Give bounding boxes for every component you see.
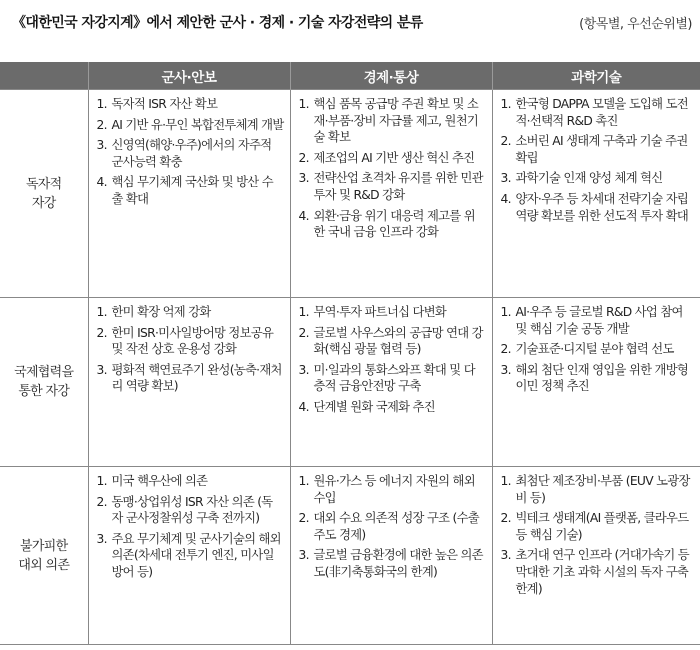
item-text: 초거대 연구 인프라 (거대가속기 등 막대한 기초 과학 시설의 독자 구축 한계) [515, 548, 689, 596]
list-item [97, 473, 284, 490]
item-number: 1. [298, 97, 309, 111]
item-list [97, 304, 284, 395]
item-number: 2. [96, 325, 107, 340]
list-item [299, 510, 486, 543]
item-number: 2. [500, 511, 511, 526]
item-number: 4. [298, 399, 309, 414]
column-header-technology: 과학기술 [492, 62, 700, 90]
cell-military [88, 467, 290, 645]
item-list [501, 304, 695, 395]
cell-technology [492, 298, 700, 467]
item-text: 한국형 DAPPA 모델을 도입해 도전적·선택적 R&D 촉진 [515, 97, 688, 128]
table-row [0, 298, 700, 467]
item-number: 3. [298, 171, 309, 186]
item-number: 4. [298, 208, 309, 223]
item-text: 주요 무기체계 및 군사기술의 해외 의존(차세대 전투기 엔진, 미사일 방어 등) [111, 531, 281, 579]
column-header-corner [0, 62, 88, 90]
figure-note: (항목별, 우선순위별) [579, 16, 692, 32]
list-item [299, 170, 486, 203]
cell-economy [290, 298, 492, 467]
cell-military [88, 298, 290, 467]
item-text: AI 기반 유·무인 복합전투체계 개발 [111, 117, 284, 132]
list-item [501, 133, 695, 166]
list-item [97, 494, 284, 527]
item-number: 2. [298, 511, 309, 526]
item-list [299, 473, 486, 581]
list-item [501, 191, 695, 224]
item-number: 3. [500, 171, 511, 186]
item-text: 외환·금융 위기 대응력 제고를 위한 국내 금융 인프라 강화 [313, 208, 475, 240]
item-text: 신영역(해양·우주)에서의 자주적 군사능력 확충 [111, 138, 272, 169]
item-text: 대외 수요 의존적 성장 구조 (수출 주도 경제) [313, 511, 479, 542]
item-number: 2. [500, 134, 511, 149]
item-list [501, 96, 695, 224]
item-number: 1. [500, 305, 511, 319]
row-header-label: 국제협력을 통한 자강 [14, 365, 74, 399]
item-list [501, 473, 695, 597]
list-item [97, 137, 284, 170]
item-text: 기술표준·디지털 분야 협력 선도 [515, 342, 674, 357]
item-text: 평화적 핵연료주기 완성(농축·재처리 역량 확보) [111, 362, 282, 394]
column-header-economy: 경제·통상 [290, 62, 492, 90]
item-text: 미국 핵우산에 의존 [111, 474, 208, 488]
list-item [501, 304, 695, 337]
item-text: 동맹·상업위성 ISR 자산 의존 (독자 군사정찰위성 구축 전까지) [111, 494, 273, 526]
row-header-label: 불가피한 대외 의존 [18, 538, 70, 573]
list-item [501, 547, 695, 597]
list-item [299, 362, 486, 395]
item-number: 1. [96, 474, 107, 488]
list-item [299, 325, 486, 358]
item-text: 한미 ISR·미사일방어망 정보공유 및 작전 상호 운용성 강화 [111, 325, 274, 357]
item-number: 3. [500, 548, 511, 563]
row-header [0, 467, 88, 645]
list-item [501, 170, 695, 187]
item-number: 2. [298, 150, 309, 165]
table-row [0, 90, 700, 298]
item-text: 단계별 원화 국제화 추진 [313, 399, 435, 414]
list-item [299, 150, 486, 167]
list-item [299, 473, 486, 506]
item-text: 양자·우주 등 차세대 전략기술 자립 역량 확보를 위한 선도적 투자 확대 [515, 191, 689, 223]
cell-technology [492, 467, 700, 645]
item-number: 3. [500, 362, 511, 377]
item-number: 3. [298, 362, 309, 377]
item-text: 제조업의 AI 기반 생산 혁신 추진 [313, 150, 475, 165]
list-item [501, 96, 695, 129]
item-number: 1. [298, 474, 309, 488]
cell-technology [492, 90, 700, 298]
list-item [97, 174, 284, 207]
list-item [299, 96, 486, 146]
row-header [0, 298, 88, 467]
cell-economy [290, 90, 492, 298]
list-item [97, 117, 284, 134]
item-number: 2. [298, 325, 309, 340]
item-text: 글로벌 금융환경에 대한 높은 의존도(非기축통화국의 한계) [313, 548, 483, 579]
item-text: 핵심 품목 공급망 주권 확보 및 소재·부품·장비 자급률 제고, 원천기술 확보 [313, 97, 479, 145]
list-item [299, 304, 486, 321]
item-text: 최첨단 제조장비·부품 (EUV 노광장비 등) [515, 474, 690, 505]
item-text: 빅테크 생태계(AI 플랫폼, 클라우드 등 핵심 기술) [515, 511, 689, 542]
item-list [299, 96, 486, 241]
table-row [0, 467, 700, 645]
cell-economy [290, 467, 492, 645]
item-list [299, 304, 486, 416]
item-text: 원유·가스 등 에너지 자원의 해외 수입 [313, 474, 475, 505]
column-header-military: 군사·안보 [88, 62, 290, 90]
list-item [97, 96, 284, 113]
list-item [299, 547, 486, 580]
item-text: AI·우주 등 글로벌 R&D 사업 참여 및 핵심 기술 공동 개발 [515, 305, 683, 336]
item-text: 전략산업 초격차 유지를 위한 민관 투자 및 R&D 강화 [313, 171, 483, 202]
item-text: 핵심 무기체계 국산화 및 방산 수출 확대 [111, 175, 273, 206]
list-item [97, 325, 284, 358]
item-number: 2. [96, 117, 107, 132]
item-number: 1. [298, 305, 309, 319]
item-number: 1. [500, 474, 511, 488]
figure-title: 《대한민국 자강지계》에서 제안한 군사 · 경제 · 기술 자강전략의 분류 [12, 15, 423, 31]
list-item [299, 399, 486, 416]
item-number: 1. [96, 97, 107, 111]
item-number: 3. [298, 548, 309, 563]
list-item [97, 362, 284, 395]
item-number: 2. [500, 342, 511, 357]
item-text: 미·일과의 통화스와프 확대 및 다층적 금융안전망 구축 [313, 362, 475, 394]
item-text: 독자적 ISR 자산 확보 [111, 97, 218, 111]
title-bar [0, 0, 700, 44]
list-item [501, 510, 695, 543]
item-text: 소버린 AI 생태계 구축과 기술 주권 확립 [515, 134, 688, 165]
item-list [97, 473, 284, 581]
item-text: 해외 첨단 인재 영입을 위한 개방형 이민 정책 추진 [515, 362, 689, 394]
row-header [0, 90, 88, 298]
list-item [97, 531, 284, 581]
row-header-label: 독자적 자강 [25, 176, 62, 211]
list-item [299, 208, 486, 241]
item-text: 한미 확장 억제 강화 [111, 305, 211, 319]
item-number: 3. [96, 531, 107, 546]
strategy-table [0, 62, 700, 645]
item-number: 3. [96, 138, 107, 153]
table-header-row [0, 62, 700, 90]
item-number: 2. [96, 494, 107, 509]
item-number: 1. [96, 305, 107, 319]
item-text: 과학기술 인재 양성 체계 혁신 [515, 171, 663, 186]
list-item [97, 304, 284, 321]
item-number: 4. [96, 175, 107, 190]
cell-military [88, 90, 290, 298]
list-item [501, 473, 695, 506]
table-body [0, 90, 700, 645]
list-item [501, 341, 695, 358]
list-item [501, 362, 695, 395]
item-text: 무역·투자 파트너십 다변화 [313, 305, 447, 319]
item-text: 글로벌 사우스와의 공급망 연대 강화(핵심 광물 협력 등) [313, 325, 483, 357]
item-number: 1. [500, 97, 511, 111]
item-list [97, 96, 284, 208]
item-number: 4. [500, 191, 511, 206]
item-number: 3. [96, 362, 107, 377]
